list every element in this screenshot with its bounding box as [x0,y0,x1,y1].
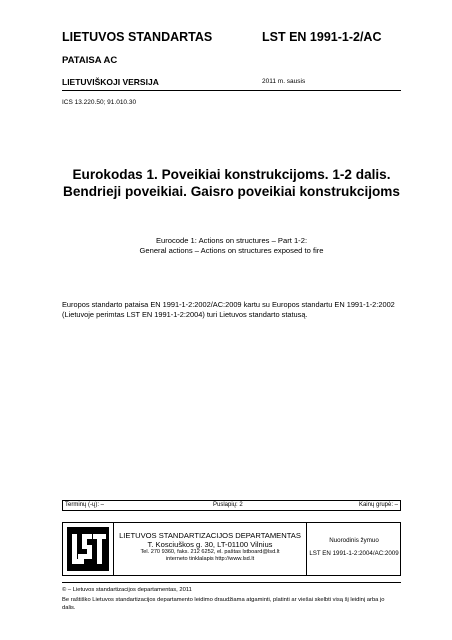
version-label: LIETUVIŠKOJI VERSIJA [62,77,159,87]
document-title-lt [62,166,401,200]
lst-logo [66,526,110,572]
publication-date: 2011 m. sausis [262,78,306,85]
title-lt-line-2: Bendrieji poveikiai. Gaisro poveikiai konstrukcijoms [63,184,400,199]
note-line-2: (Lietuvoje perimtas LST EN 1991-1-2:2004) turi Lietuvos standarto statusą. [62,310,308,319]
legal-line-1: Be raštiško Lietuvos standartizacijos departamento leidimo draudžiama atgaminti, platinti ar viešai skelbti visą šį leidinį arba jo [62,597,385,603]
amendment-label: PATAISA AC [62,55,118,66]
title-en-line-2: General actions – Actions on structures exposed to fire [139,246,324,255]
legal-line-2: dalis. [62,605,76,611]
footer-divider [62,582,401,583]
box-divider-right [306,523,307,575]
reference-label: Nuorodinis žymuo [329,537,379,544]
standards-title: LIETUVOS STANDARTAS [62,30,213,44]
header-divider [62,90,401,91]
document-info-bar [62,500,401,511]
title-lt-line-1: Eurokodas 1. Poveikiai konstrukcijoms. 1-2 dalis. [72,167,391,182]
terms-count: Terminų (-ų): – [65,502,105,508]
title-en-line-1: Eurocode 1: Actions on structures – Part 1-2: [155,236,308,245]
reference-code: LST EN 1991-1-2:2004/AC:2009 [309,550,399,557]
standard-code: LST EN 1991-1-2/AC [262,30,382,44]
box-divider-left [113,523,114,575]
department-address: T. Kosciuškos g. 30, LT-01100 Vilnius [147,540,273,549]
legal-notice [62,596,404,612]
department-contacts: Tel. 270 9360, faks. 212 6252, el. paštas lstboard@lsd.lt [140,549,280,555]
department-box [62,522,401,576]
department-info [115,531,305,563]
document-title-en [62,236,401,256]
status-note [62,300,404,320]
copyright-notice: © – Lietuvos standartizacijos departamentas, 2011 [62,587,192,593]
ics-code: ICS 13.220.50; 91.010.30 [62,99,137,106]
page-count: Puslapių: 2 [213,502,243,508]
price-group: Kainų grupė: – [358,502,398,508]
department-name: LIETUVOS STANDARTIZACIJOS DEPARTAMENTAS [119,531,301,540]
note-line-1: Europos standarto pataisa EN 1991-1-2:2002/AC:2009 kartu su Europos standartu EN 1991-1-2:2002 [62,300,395,309]
department-website: interneto tinklalapis http://www.lsd.lt [165,556,255,562]
